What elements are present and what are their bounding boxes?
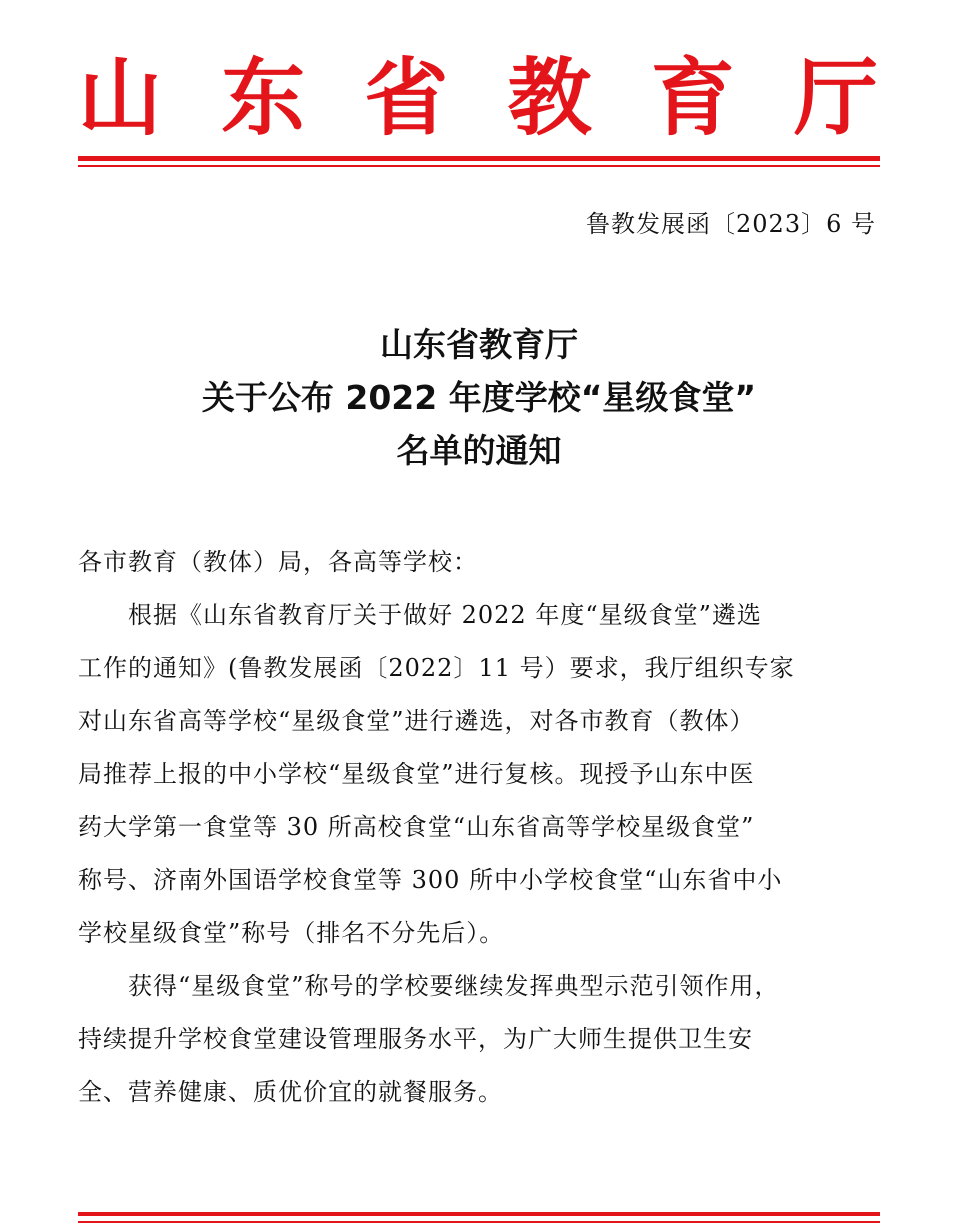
masthead-char: 省 [364,49,449,147]
header-red-rule-thin [78,165,880,167]
footer-red-rule-thick [78,1212,880,1216]
title-line-1: 山东省教育厅 [380,325,578,364]
issuer-masthead [78,49,878,147]
masthead-char: 山 [78,49,163,147]
salutation: 各市教育（教体）局，各高等学校： [78,548,478,576]
paragraph-2-line: 全、营养健康、质优价宜的就餐服务。 [78,1078,503,1106]
paragraph-2-line: 持续提升学校食堂建设管理服务水平，为广大师生提供卫生安 [78,1025,753,1053]
paragraph-1-line: 工作的通知》(鲁教发展函〔2022〕11 号）要求，我厅组织专家 [78,654,795,682]
header-red-rule-thick [78,156,880,161]
paragraph-1-line: 局推荐上报的中小学校“星级食堂”进行复核。现授予山东中医 [78,760,755,788]
title-line-2: 关于公布 2022 年度学校“星级食堂” [201,378,757,417]
paragraph-1-line: 学校星级食堂”称号（排名不分先后）。 [78,919,505,947]
paragraph-1-line: 根据《山东省教育厅关于做好 2022 年度“星级食堂”遴选 [128,601,762,629]
masthead-char: 厅 [793,49,878,147]
masthead-char: 教 [507,49,592,147]
paragraph-2-line: 获得“星级食堂”称号的学校要继续发挥典型示范引领作用， [128,972,780,1000]
masthead-char: 育 [650,49,735,147]
paragraph-1-line: 对山东省高等学校“星级食堂”进行遴选，对各市教育（教体） [78,707,755,735]
document-body [78,536,880,1119]
masthead-char: 东 [221,49,306,147]
paragraph-1-line: 称号、济南外国语学校食堂等 300 所中小学校食堂“山东省中小 [78,866,783,894]
document-number: 鲁教发展函〔2023〕6 号 [586,210,876,238]
footer-red-rule-thin [78,1221,880,1223]
document-title [78,318,880,477]
paragraph-1-line: 药大学第一食堂等 30 所高校食堂“山东省高等学校星级食堂” [78,813,755,841]
title-line-3: 名单的通知 [396,431,562,470]
